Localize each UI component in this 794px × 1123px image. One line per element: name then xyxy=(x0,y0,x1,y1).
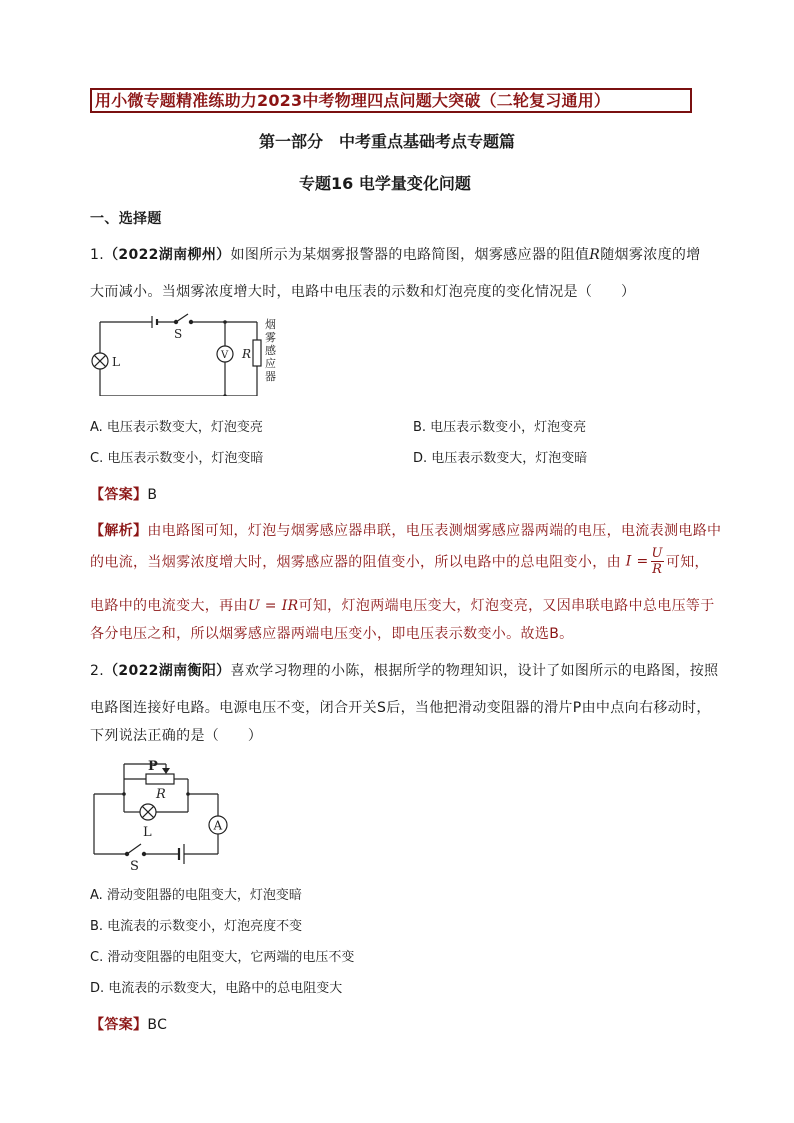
fraction-denominator: R xyxy=(652,562,663,577)
q1-answer-value: B xyxy=(147,487,158,503)
q1-formula-lhs: I = xyxy=(625,553,649,570)
q1-source: （2022湖南柳州） xyxy=(104,247,231,263)
document-title: 用小微专题精准练助力2023中考物理四点问题大突破（二轮复习通用） xyxy=(90,88,692,113)
junction-dot xyxy=(223,394,227,396)
q2-slider-label: P xyxy=(148,759,158,774)
q2-option-b: B. 电流表的示数变小，灯泡亮度不变 xyxy=(90,919,303,934)
q1-analysis-text: 的电流，当烟雾浓度增大时，烟雾感应器的阻值变小，所以电路中的总电阻变小，由 xyxy=(90,554,621,571)
q1-stem-line1 xyxy=(90,244,701,264)
q1-answer-label: 【答案】 xyxy=(90,487,148,503)
junction-dot xyxy=(223,320,227,324)
section-heading: 一、选择题 xyxy=(90,211,162,227)
q2-answer-value: BC xyxy=(147,1017,168,1033)
topic-heading: 专题16 电学量变化问题 xyxy=(299,174,471,193)
q2-answer xyxy=(90,1014,167,1034)
junction-dot xyxy=(186,792,190,796)
q2-rheostat-label: R xyxy=(156,787,166,802)
q1-analysis-text: 可知， xyxy=(665,554,709,571)
q1-sensor-char: 烟 xyxy=(265,318,276,331)
q1-stem-variable: R xyxy=(589,247,601,263)
q2-source: （2022湖南衡阳） xyxy=(104,663,231,679)
q2-lamp-label: L xyxy=(143,825,152,840)
q2-switch-label: S xyxy=(130,859,139,874)
q1-analysis-label: 【解析】 xyxy=(90,523,148,539)
q1-analysis-text: 由电路图可知，灯泡与烟雾感应器串联，电压表测烟雾感应器两端的电压，电流表测电路中 xyxy=(147,523,722,539)
q2-option-a: A. 滑动变阻器的电阻变大，灯泡变暗 xyxy=(90,888,302,903)
fraction-numerator: U xyxy=(651,546,663,561)
q1-option-b: B. 电压表示数变小，灯泡变亮 xyxy=(413,420,587,435)
q1-stem-line2: 大而减小。当烟雾浓度增大时，电路中电压表的示数和灯泡亮度的变化情况是（ ） xyxy=(90,284,636,300)
q1-lamp-label: L xyxy=(112,355,120,369)
q1-stem-text-end: 随烟雾浓度的增 xyxy=(600,247,701,263)
q1-switch-label: S xyxy=(174,327,183,341)
q2-answer-label: 【答案】 xyxy=(90,1017,148,1033)
q2-stem-line2: 电路图连接好电路。电源电压不变，闭合开关S后，当他把滑动变阻器的滑片P由中点向右移动时， xyxy=(90,700,711,716)
q2-ammeter-label: A xyxy=(213,818,223,833)
q2-option-c: C. 滑动变阻器的电阻变大，它两端的电压不变 xyxy=(90,950,355,965)
q1-answer xyxy=(90,484,157,504)
q1-analysis-text: 电路中的电流变大，再由 xyxy=(90,598,248,614)
q1-stem-text: 如图所示为某烟雾报警器的电路简图，烟雾感应器的阻值 xyxy=(230,247,590,263)
q2-number: 2. xyxy=(90,663,105,679)
ohms-law-fraction xyxy=(651,546,664,577)
q1-option-a: A. 电压表示数变大，灯泡变亮 xyxy=(90,420,263,435)
q1-number: 1. xyxy=(90,247,105,263)
q1-analysis-line4: 各分电压之和，所以烟雾感应器两端电压变小，即电压表示数变小。故选B。 xyxy=(90,626,574,642)
q2-stem-line1 xyxy=(90,660,718,680)
q1-sensor-char: 器 xyxy=(265,370,276,383)
q1-circuit-diagram xyxy=(85,310,295,396)
q1-resistor-label: R xyxy=(242,347,252,361)
junction-dot xyxy=(122,792,126,796)
q1-sensor-char: 应 xyxy=(265,357,276,370)
q1-option-c: C. 电压表示数变小，灯泡变暗 xyxy=(90,451,264,466)
q1-voltmeter-label: V xyxy=(221,350,229,361)
q1-formula-inline: U = IR xyxy=(247,598,299,614)
q1-option-d: D. 电压表示数变大，灯泡变暗 xyxy=(413,451,588,466)
q1-analysis-text: 可知，灯泡两端电压变大，灯泡变亮，又因串联电路中总电压等于 xyxy=(298,598,715,614)
q2-circuit-diagram xyxy=(88,756,238,874)
q1-analysis-line3 xyxy=(90,595,715,615)
part-heading: 第一部分 中考重点基础考点专题篇 xyxy=(259,132,516,151)
slider-arrow-icon xyxy=(162,768,170,774)
q1-sensor-char: 感 xyxy=(265,344,276,357)
q2-stem-text: 喜欢学习物理的小陈，根据所学的物理知识，设计了如图所示的电路图，按照 xyxy=(230,663,719,679)
q1-sensor-char: 雾 xyxy=(265,331,276,344)
q2-stem-line3: 下列说法正确的是（ ） xyxy=(90,728,263,744)
q1-analysis-line1 xyxy=(90,520,721,540)
q2-option-d: D. 电流表的示数变大，电路中的总电阻变大 xyxy=(90,981,343,996)
q1-analysis-line2 xyxy=(90,546,709,577)
